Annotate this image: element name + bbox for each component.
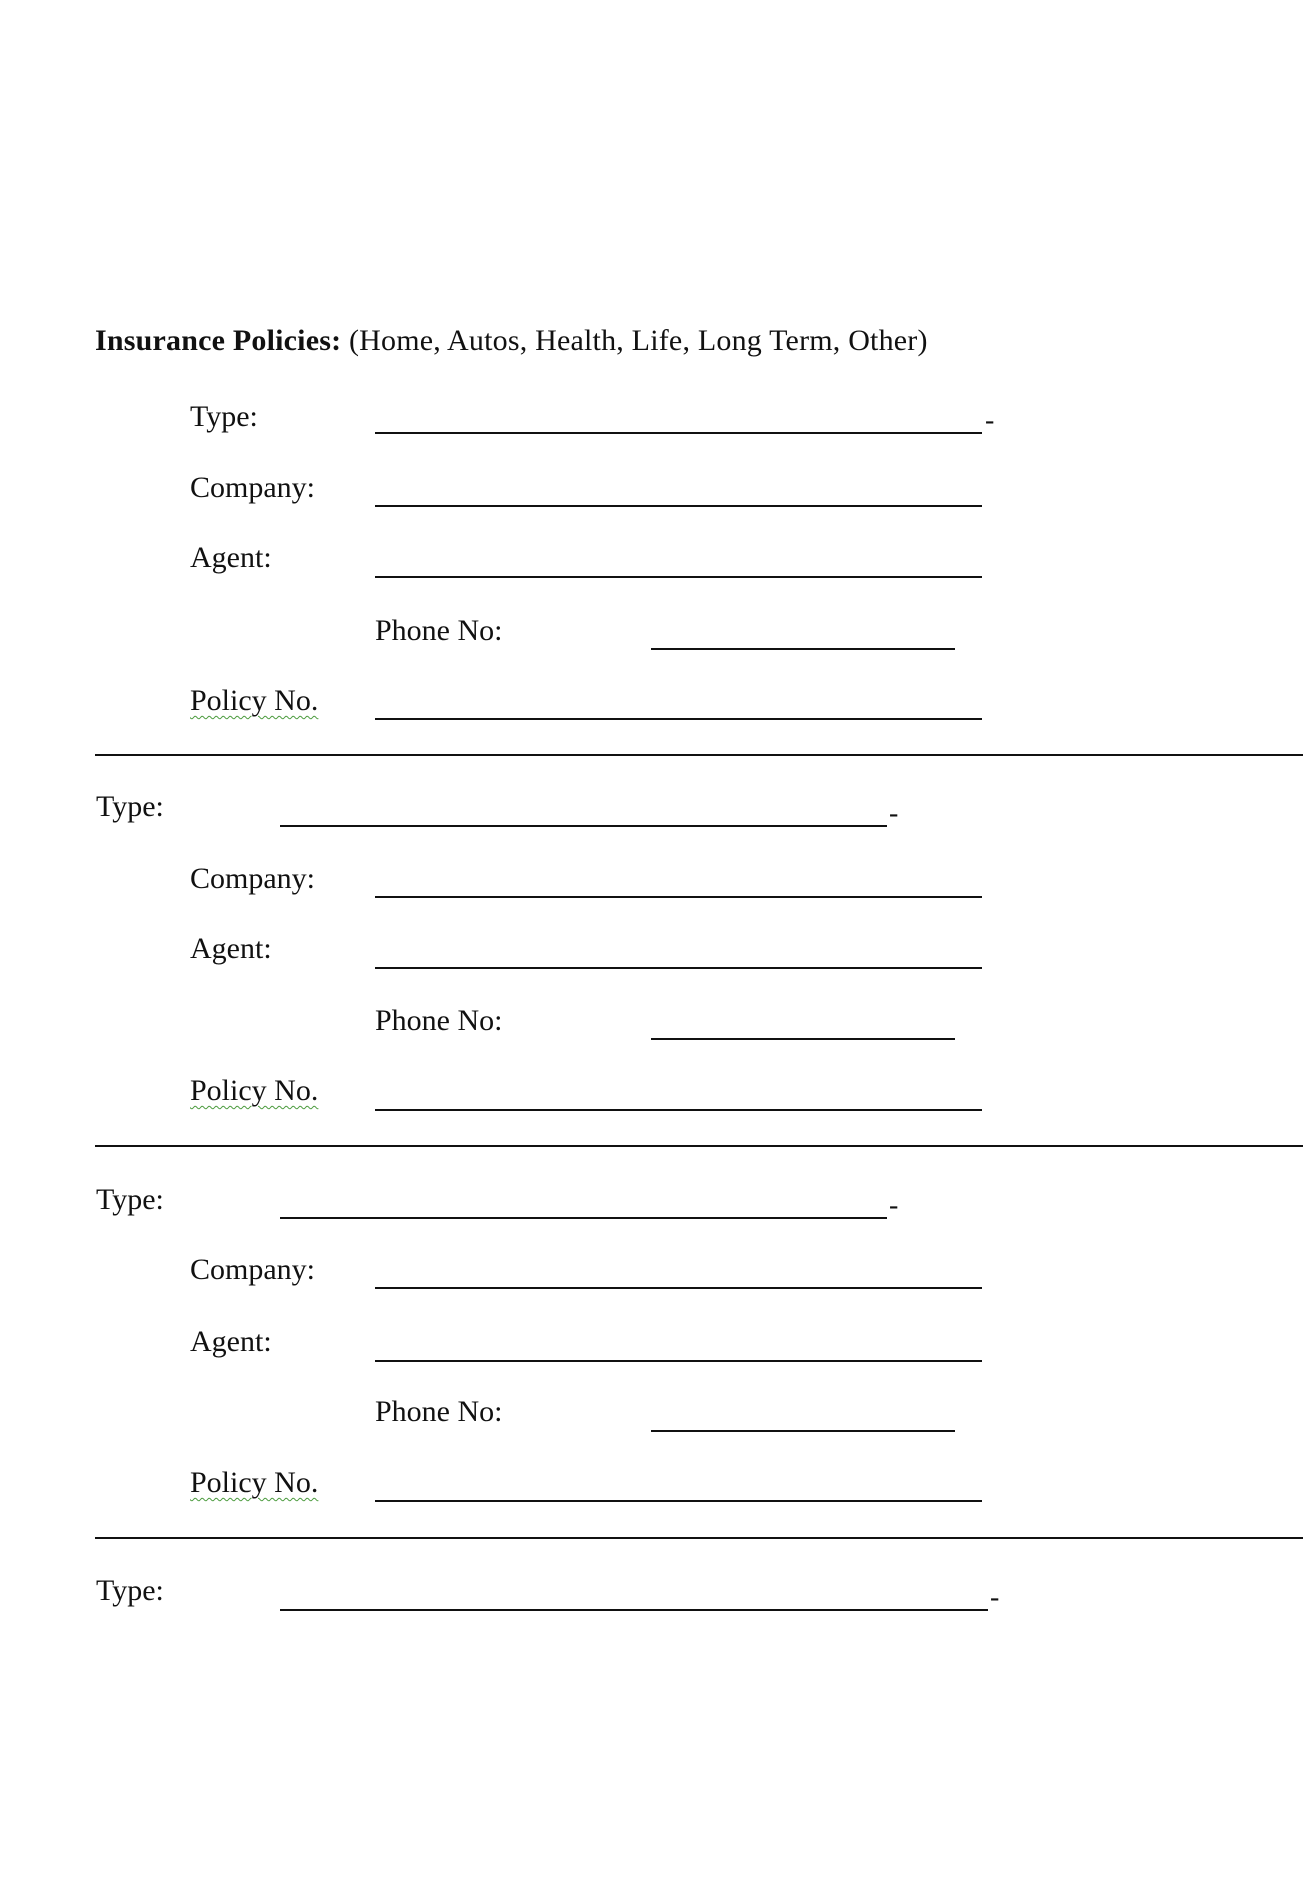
type-dash: - <box>985 405 995 436</box>
company-label: Company: <box>190 862 315 895</box>
type-dash: - <box>990 1582 1000 1613</box>
agent-field[interactable] <box>375 967 982 969</box>
policy-field[interactable] <box>375 1500 982 1502</box>
phone-field[interactable] <box>651 648 955 650</box>
agent-label: Agent: <box>190 541 272 574</box>
page-title-subtitle: (Home, Autos, Health, Life, Long Term, Other) <box>341 324 928 357</box>
company-field[interactable] <box>375 505 982 507</box>
type-dash: - <box>889 798 899 829</box>
policy-label: Policy No. <box>190 1466 319 1499</box>
policy-field[interactable] <box>375 1109 982 1111</box>
company-field[interactable] <box>375 896 982 898</box>
type-label: Type: <box>96 1183 164 1216</box>
type-field[interactable] <box>375 432 982 434</box>
phone-label: Phone No: <box>375 1395 503 1428</box>
page-title-bold: Insurance Policies: <box>95 324 342 357</box>
company-label: Company: <box>190 471 315 504</box>
company-label: Company: <box>190 1253 315 1286</box>
section-divider <box>95 1537 1303 1539</box>
type-field[interactable] <box>280 825 887 827</box>
type-dash: - <box>889 1190 899 1221</box>
type-label: Type: <box>96 1574 164 1607</box>
agent-label: Agent: <box>190 1325 272 1358</box>
phone-label: Phone No: <box>375 614 503 647</box>
section-divider <box>95 1145 1303 1147</box>
agent-field[interactable] <box>375 1360 982 1362</box>
type-label: Type: <box>96 790 164 823</box>
policy-field[interactable] <box>375 718 982 720</box>
phone-label: Phone No: <box>375 1004 503 1037</box>
phone-field[interactable] <box>651 1038 955 1040</box>
type-label: Type: <box>190 400 258 433</box>
agent-label: Agent: <box>190 932 272 965</box>
type-field[interactable] <box>280 1609 988 1611</box>
type-field[interactable] <box>280 1217 887 1219</box>
phone-field[interactable] <box>651 1430 955 1432</box>
page-title <box>95 324 928 358</box>
agent-field[interactable] <box>375 576 982 578</box>
policy-label: Policy No. <box>190 1074 319 1107</box>
section-divider <box>95 754 1303 756</box>
company-field[interactable] <box>375 1287 982 1289</box>
policy-label: Policy No. <box>190 684 319 717</box>
